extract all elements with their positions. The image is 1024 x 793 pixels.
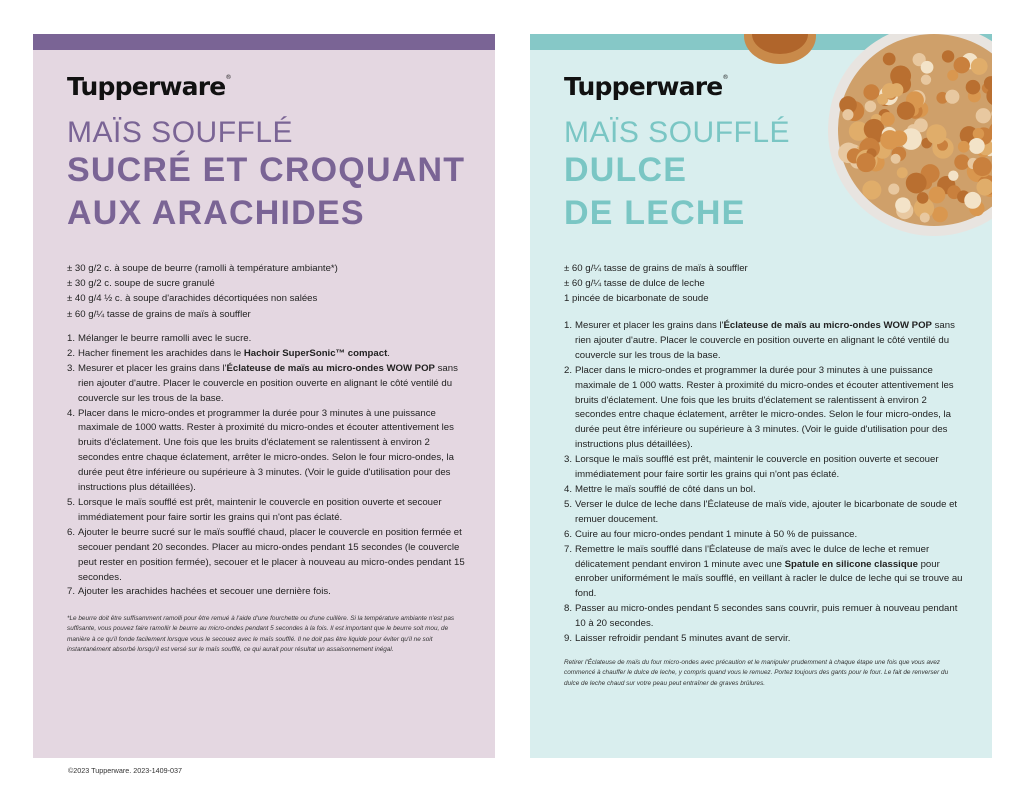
- step-text: Mettre le maïs soufflé de côté dans un bol.: [575, 483, 756, 495]
- step-number: 5.: [564, 498, 573, 510]
- step-item: [67, 347, 471, 362]
- step-item: [564, 453, 964, 483]
- popcorn-bowl-image: [806, 34, 992, 238]
- step-item: [564, 498, 964, 528]
- footnote: *Le beurre doit être suffisamment ramolli pour être remué à l'aide d'une fourchette ou d'une cuillère. Si la température ambiante n'est pas suffisante, vous pouvez faire ramollir le beurre au micro-ondes pendant 5 secondes à la fois. Il est important que le beurre soit mou, de manière à ce qu'il fonde facilement lorsque vous le secouez avec le maïs soufflé. Il ne doit pas être liquide pour éviter qu'il ne soit instantanément absorbé lorsqu'il est versé sur le maïs soufflé, ce qui aurait pour résultat un assaisonnement inégal.: [67, 615, 455, 654]
- ingredient-item: ± 30 g/2 c. à soupe de beurre (ramolli à température ambiante*): [67, 263, 338, 274]
- step-text: Mesurer et placer les grains dans l': [575, 320, 724, 331]
- step-number: 9.: [564, 633, 573, 645]
- step-item: [67, 526, 471, 586]
- step-number: 3.: [67, 362, 76, 374]
- step-text: sans rien ajouter d'autre. Placer le couvercle en position ouverte en alignant le côté ventilé du couvercle sur les trous de la base.: [78, 362, 458, 404]
- ingredient-item: ± 40 g/4 ½ c. à soupe d'arachides décortiquées non salées: [67, 293, 318, 305]
- step-text: Mélanger le beurre ramolli avec le sucre.: [78, 333, 252, 344]
- ingredient-item: ± 60 g/¼ tasse de grains de maïs à souffler: [67, 308, 251, 320]
- step-text: Placer dans le micro-ondes et programmer la durée pour 3 minutes à une puissance maximale de 1 000 watts. Rester à proximité du micro-ondes et écouter attentivement les bruits d'éclatement. Une fois que les bruits d'éclatement se ralentissent à environ 2 secondes entre chaque éclatement, arrêter le micro-ondes. Selon le four micro-ondes, la durée peut être inférieure ou supérieure à 3 minutes. (Voir le guide d'utilisation pour des instructions plus détaillées).: [575, 364, 954, 451]
- recipe-title-bold: SUCRÉ ET CROQUANT AUX ARACHIDES: [67, 151, 466, 232]
- step-text: Remettre le maïs soufflé dans l'Éclateuse de maïs avec le dulce de leche et remuer délicatement pendant environ 1 minute avec une: [575, 543, 930, 570]
- step-text: Placer dans le micro-ondes et programmer la durée pour 3 minutes à une puissance maximale de 1000 watts. Rester à proximité du micro-ondes et écouter attentivement les bruits d'éclatement. Une fois que les bruits d'éclatement se ralentissent à environ 2 secondes entre chaque éclatement, arrêter le micro-ondes. Selon le four micro-ondes, la durée peut être inférieure ou supérieure à 3 minutes. (Voir le guide d'utilisation pour des instructions plus détaillées).: [78, 407, 454, 494]
- step-text: Laisser refroidir pendant 5 minutes avant de servir.: [575, 633, 791, 645]
- step-number: 2.: [564, 364, 573, 376]
- step-number: 5.: [67, 496, 76, 508]
- recipe-title-light: MAÏS SOUFFLÉ: [564, 116, 791, 149]
- step-text: Cuire au four micro-ondes pendant 1 minute à 50 % de puissance.: [575, 528, 858, 540]
- ingredient-item: ± 30 g/2 c. soupe de sucre granulé: [67, 278, 215, 290]
- step-item: [67, 585, 471, 600]
- ingredients-list: [564, 261, 974, 307]
- step-number: 3.: [564, 454, 573, 466]
- step-item: [67, 407, 471, 496]
- step-text: sans rien ajouter d'autre. Placer le couvercle en position ouverte en alignant le côté ventilé du couvercle sur les trous de la base.: [575, 320, 955, 361]
- step-number: 1.: [564, 320, 573, 331]
- step-number: 6.: [564, 528, 573, 540]
- ingredient-item: 1 pincée de bicarbonate de soude: [564, 293, 709, 305]
- step-number: 1.: [67, 333, 76, 344]
- step-text: Ajouter le beurre sucré sur le maïs soufflé chaud, placer le couvercle en position fermée et secouer pendant 20 secondes. Placer au micro-ondes pendant 15 secondes (le couvercle peut rester en position fermée), secouer et le placer à nouveau au micro-ondes pendant 15 secondes.: [78, 526, 465, 583]
- step-item: [564, 543, 964, 603]
- step-text: Hacher finement les arachides dans le: [78, 347, 244, 359]
- step-text: .: [387, 347, 390, 359]
- step-item: [67, 332, 471, 347]
- step-number: 4.: [67, 407, 76, 419]
- product-name: Hachoir SuperSonic™ compact: [243, 347, 388, 359]
- brand-logo: Tupperware®: [67, 72, 231, 101]
- step-number: 2.: [67, 347, 76, 359]
- ingredient-item: ± 60 g/¼ tasse de grains de maïs à souffler: [564, 263, 748, 274]
- ingredients-list: [67, 261, 477, 322]
- product-name: Éclateuse de maïs au micro-ondes WOW POP: [226, 362, 435, 374]
- step-text: Lorsque le maïs soufflé est prêt, maintenir le couvercle en position ouverte et secouer immédiatement pour faire sortir les grains qui n'ont pas éclaté.: [575, 454, 939, 481]
- step-number: 7.: [564, 543, 573, 555]
- step-item: [67, 362, 471, 407]
- step-number: 4.: [564, 483, 573, 495]
- step-item: [67, 496, 471, 526]
- step-number: 7.: [67, 586, 76, 598]
- ingredient-item: ± 60 g/¼ tasse de dulce de leche: [564, 278, 705, 290]
- step-text: Ajouter les arachides hachées et secouer une dernière fois.: [78, 586, 331, 598]
- copyright: ©2023 Tupperware. 2023-1409-037: [68, 766, 182, 775]
- step-item: [564, 319, 964, 364]
- step-text: Passer au micro-ondes pendant 5 secondes sans couvrir, puis remuer à nouveau pendant 10 à 20 secondes.: [575, 603, 958, 630]
- recipe-card-peanut: [33, 34, 495, 758]
- recipe-title-bold: DULCE DE LECHE: [564, 151, 746, 232]
- steps-list: [564, 319, 964, 647]
- step-item: [564, 632, 964, 647]
- steps-list: [67, 332, 471, 600]
- product-name: Spatule en silicone classique: [784, 558, 918, 570]
- step-text: Verser le dulce de leche dans l'Éclateuse de maïs vide, ajouter le bicarbonate de soude et remuer doucement.: [575, 498, 958, 525]
- step-number: 6.: [67, 526, 76, 538]
- step-number: 8.: [564, 603, 573, 615]
- step-text: pour enrober uniformément le maïs soufflé, en veillant à racler le dulce de leche qui se trouve au fond.: [575, 558, 963, 600]
- step-item: [564, 528, 964, 543]
- recipe-title-light: MAÏS SOUFFLÉ: [67, 116, 294, 149]
- step-item: [564, 364, 964, 453]
- step-item: [564, 483, 964, 498]
- brand-logo: Tupperware®: [564, 72, 728, 101]
- step-item: [564, 602, 964, 632]
- step-text: Lorsque le maïs soufflé est prêt, maintenir le couvercle en position ouverte et secouer immédiatement pour faire sortir les grains qui n'ont pas éclaté.: [78, 496, 442, 523]
- footnote: Retirer l'Éclateuse de maïs du four micro-ondes avec précaution et le manipuler prudemment à chaque étape une fois que vous avez commencé à chauffer le dulce de leche, y compris quand vous le remuez. Portez toujours des gants pour le four. Le fait de renverser du dulce de leche chaud sur votre peau peut entraîner de graves brûlures.: [564, 659, 949, 687]
- recipe-card-dulce: [530, 34, 992, 758]
- header-band: [33, 34, 495, 50]
- product-name: Éclateuse de maïs au micro-ondes WOW POP: [723, 320, 932, 331]
- step-text: Mesurer et placer les grains dans l': [78, 362, 227, 374]
